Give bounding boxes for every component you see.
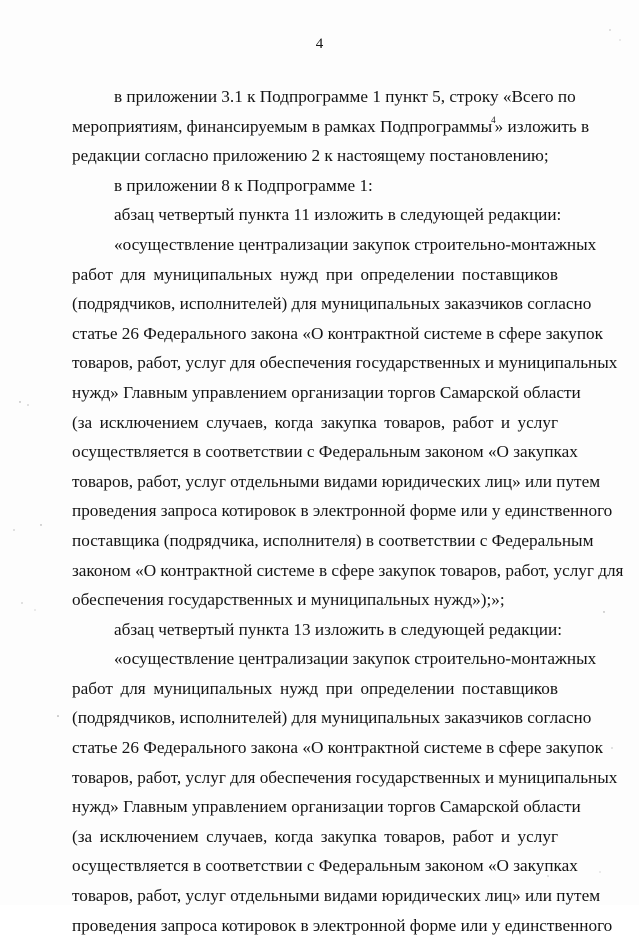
text-line: проведения запроса котировок в электронной форме или у единственного [72, 915, 613, 935]
text-line: (подрядчиков, исполнителей) для муниципальных заказчиков согласно [72, 708, 592, 728]
text-line: статье 26 Федерального закона «О контрактной системе в сфере закупок [72, 738, 603, 758]
text-line: (за исключением случаев, когда закупка товаров, работ и услуг [72, 412, 558, 432]
text-line: абзац четвертый пункта 11 изложить в следующей редакции: [114, 205, 562, 225]
text-line: работ для муниципальных нужд при определении поставщиков [72, 264, 558, 284]
text-line: «осуществление централизации закупок строительно-монтажных [114, 649, 597, 669]
text-line: законом «О контрактной системе в сфере закупок товаров, работ, услуг для [72, 560, 624, 580]
text-line: абзац четвертый пункта 13 изложить в следующей редакции: [114, 619, 562, 639]
text-line: работ для муниципальных нужд при определении поставщиков [72, 678, 558, 698]
text-line: (за исключением случаев, когда закупка товаров, работ и услуг [72, 826, 558, 846]
text-fragment: мероприятиям, финансируемым в рамках Подпрограммы [72, 116, 493, 136]
text-line: (подрядчиков, исполнителей) для муниципальных заказчиков согласно [72, 294, 592, 314]
text-line: в приложении 8 к Подпрограмме 1: [114, 175, 373, 195]
text-line: нужд» Главным управлением организации торгов Самарской области [72, 382, 581, 402]
text-line: проведения запроса котировок в электронной форме или у единственного [72, 501, 613, 521]
text-line: поставщика (подрядчика, исполнителя) в соответствии с Федеральным [72, 530, 594, 550]
text-line: статье 26 Федерального закона «О контрактной системе в сфере закупок [72, 323, 603, 343]
page-number: 4 [315, 36, 324, 52]
text-line: в приложении 3.1 к Подпрограмме 1 пункт 5, строку «Всего по [114, 87, 576, 106]
text-line: обеспечения государственных и муниципальных нужд»);»; [72, 590, 505, 610]
text-line: «осуществление централизации закупок строительно-монтажных [114, 234, 597, 254]
text-line: товаров, работ, услуг отдельными видами юридических лиц» или путем [72, 886, 601, 906]
text-line: товаров, работ, услуг для обеспечения государственных и муниципальных [72, 767, 618, 787]
text-line: товаров, работ, услуг для обеспечения государственных и муниципальных [72, 353, 618, 373]
text-line: осуществляется в соответствии с Федеральным законом «О закупках [72, 856, 578, 876]
text-line: нужд» Главным управлением организации торгов Самарской области [72, 797, 581, 817]
text-line: товаров, работ, услуг отдельными видами юридических лиц» или путем [72, 471, 601, 491]
text-fragment: » изложить в [494, 116, 590, 136]
text-line: редакции согласно приложению 2 к настоящему постановлению; [72, 146, 549, 166]
footnote-mark: 4 [491, 114, 496, 125]
text-line: осуществляется в соответствии с Федеральным законом «О закупках [72, 442, 578, 462]
